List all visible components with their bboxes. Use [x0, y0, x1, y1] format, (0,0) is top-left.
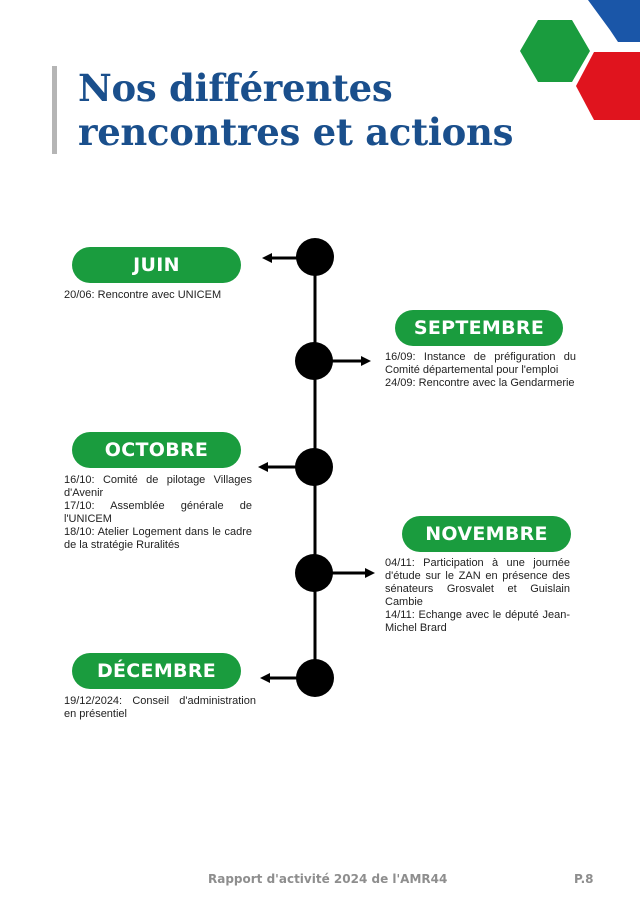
arrow-head-juin: [262, 253, 272, 263]
footer-report-title: Rapport d'activité 2024 de l'AMR44: [208, 872, 448, 886]
event-item: 16/09: Instance de préfiguration du Comité départemental pour l'emploi: [385, 351, 576, 376]
event-item: 04/11: Participation à une journée d'étude sur le ZAN en présence des sénateurs Grosvalet et Guislain Cambie: [385, 557, 570, 608]
event-item: 20/06: Rencontre avec UNICEM: [64, 289, 222, 301]
timeline-node-novembre: [295, 554, 333, 592]
event-item: 18/10: Atelier Logement dans le cadre de la stratégie Ruralités: [64, 526, 252, 551]
month-label-octobre: OCTOBRE: [72, 432, 241, 468]
event-item: 24/09: Rencontre avec la Gendarmerie: [385, 377, 575, 389]
hexagon-logo-decoration: [520, 0, 640, 130]
page-title-line-1: Nos différentes: [78, 66, 393, 110]
blue-hexagon: [588, 0, 640, 42]
event-item: 14/11: Echange avec le député Jean-Michel Brard: [385, 609, 570, 634]
event-list-juin: [64, 289, 254, 302]
event-item: 17/10: Assemblée générale de l'UNICEM: [64, 500, 252, 525]
event-item: 19/12/2024: Conseil d'administration en présentiel: [64, 695, 256, 720]
event-list-octobre: [64, 474, 252, 552]
arrow-head-septembre: [361, 356, 371, 366]
arrow-head-novembre: [365, 568, 375, 578]
footer-page-number: P.8: [574, 872, 594, 886]
page-title-line-2: rencontres et actions: [78, 110, 514, 154]
event-list-septembre: [385, 351, 576, 390]
timeline-node-octobre: [295, 448, 333, 486]
month-label-novembre: NOVEMBRE: [402, 516, 571, 552]
red-hexagon: [576, 52, 640, 120]
title-accent-bar: [52, 66, 57, 154]
month-label-decembre: DÉCEMBRE: [72, 653, 241, 689]
page-title: [78, 66, 513, 154]
timeline-node-juin: [296, 238, 334, 276]
month-label-juin: JUIN: [72, 247, 241, 283]
timeline-node-decembre: [296, 659, 334, 697]
event-list-novembre: [385, 557, 570, 635]
month-label-septembre: SEPTEMBRE: [395, 310, 563, 346]
timeline-node-septembre: [295, 342, 333, 380]
event-list-decembre: [64, 695, 256, 721]
event-item: 16/10: Comité de pilotage Villages d'Avenir: [64, 474, 252, 499]
arrow-head-octobre: [258, 462, 268, 472]
arrow-head-decembre: [260, 673, 270, 683]
green-hexagon: [520, 20, 590, 82]
